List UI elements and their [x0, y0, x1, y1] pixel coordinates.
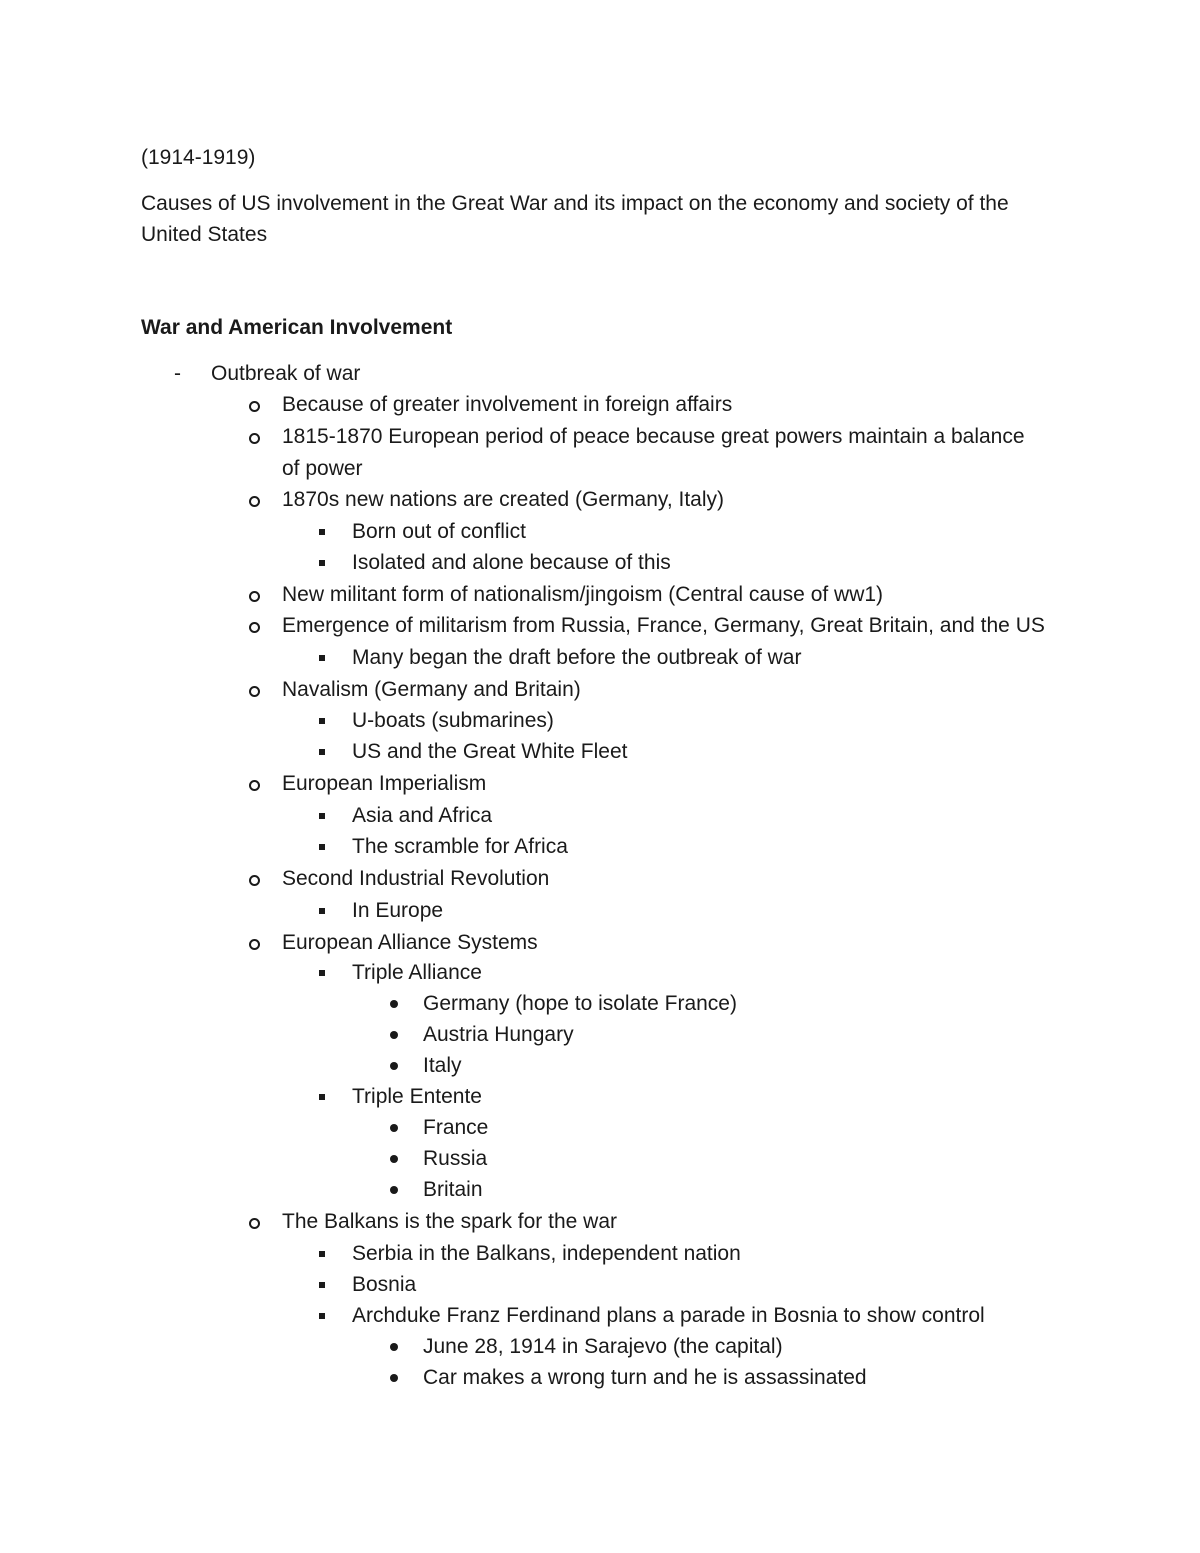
circle-bullet	[249, 496, 260, 507]
square-bullet	[319, 529, 325, 535]
list-item: Triple Alliance	[352, 961, 482, 984]
square-bullet	[319, 1313, 325, 1319]
list-item: France	[423, 1116, 489, 1139]
circle-bullet	[249, 591, 260, 602]
square-bullet	[319, 1251, 325, 1257]
square-bullet	[319, 844, 325, 850]
circle-bullet	[249, 875, 260, 886]
circle-bullet	[249, 939, 260, 950]
list-item: Britain	[423, 1178, 483, 1201]
list-item: 1815-1870 European period of peace because great powers maintain a balance	[282, 425, 1025, 448]
square-bullet	[319, 813, 325, 819]
list-item: Car makes a wrong turn and he is assassinated	[423, 1366, 867, 1389]
list-item: Because of greater involvement in foreign affairs	[282, 393, 733, 416]
disc-bullet	[390, 1186, 398, 1194]
disc-bullet	[390, 1031, 398, 1039]
list-item: Emergence of militarism from Russia, France, Germany, Great Britain, and the US	[282, 614, 1045, 637]
disc-bullet	[390, 1000, 398, 1008]
circle-bullet	[249, 622, 260, 633]
square-bullet	[319, 560, 325, 566]
subtitle-line-1: Causes of US involvement in the Great War and its impact on the economy and society of the	[141, 192, 1009, 215]
list-item: 1870s new nations are created (Germany, Italy)	[282, 488, 724, 511]
square-bullet	[319, 908, 325, 914]
list-item: Germany (hope to isolate France)	[423, 992, 737, 1015]
list-item: US and the Great White Fleet	[352, 740, 628, 763]
list-item: Triple Entente	[352, 1085, 482, 1108]
list-item: Serbia in the Balkans, independent nation	[352, 1242, 741, 1265]
circle-bullet	[249, 433, 260, 444]
list-item: Navalism (Germany and Britain)	[282, 678, 581, 701]
date-range: (1914-1919)	[141, 146, 256, 169]
circle-bullet	[249, 686, 260, 697]
square-bullet	[319, 655, 325, 661]
circle-bullet	[249, 1218, 260, 1229]
disc-bullet	[390, 1343, 398, 1351]
disc-bullet	[390, 1124, 398, 1132]
list-item: European Alliance Systems	[282, 931, 538, 954]
list-item: New militant form of nationalism/jingoism (Central cause of ww1)	[282, 583, 884, 606]
list-item: The scramble for Africa	[352, 835, 568, 858]
list-item: Italy	[423, 1054, 462, 1077]
list-item: June 28, 1914 in Sarajevo (the capital)	[423, 1335, 783, 1358]
disc-bullet	[390, 1374, 398, 1382]
circle-bullet	[249, 780, 260, 791]
list-item: Austria Hungary	[423, 1023, 574, 1046]
list-item: Born out of conflict	[352, 520, 526, 543]
circle-bullet	[249, 401, 260, 412]
subtitle-line-2: United States	[141, 223, 268, 246]
list-item: Bosnia	[352, 1273, 417, 1296]
list-item: The Balkans is the spark for the war	[282, 1210, 617, 1233]
square-bullet	[319, 749, 325, 755]
list-item: Second Industrial Revolution	[282, 867, 550, 890]
square-bullet	[319, 970, 325, 976]
list-item: Many began the draft before the outbreak of war	[352, 646, 802, 669]
list-item: Isolated and alone because of this	[352, 551, 671, 574]
square-bullet	[319, 1282, 325, 1288]
list-item: Archduke Franz Ferdinand plans a parade in Bosnia to show control	[352, 1304, 985, 1327]
square-bullet	[319, 718, 325, 724]
list-item-outbreak: Outbreak of war	[211, 362, 361, 385]
list-item: In Europe	[352, 899, 444, 922]
list-item: Russia	[423, 1147, 488, 1170]
disc-bullet	[390, 1155, 398, 1163]
list-item: European Imperialism	[282, 772, 487, 795]
list-item-continuation: of power	[282, 457, 363, 480]
square-bullet	[319, 1094, 325, 1100]
section-heading: War and American Involvement	[141, 316, 453, 339]
list-item: Asia and Africa	[352, 804, 493, 827]
disc-bullet	[390, 1062, 398, 1070]
dash-bullet: -	[174, 362, 181, 385]
list-item: U-boats (submarines)	[352, 709, 554, 732]
